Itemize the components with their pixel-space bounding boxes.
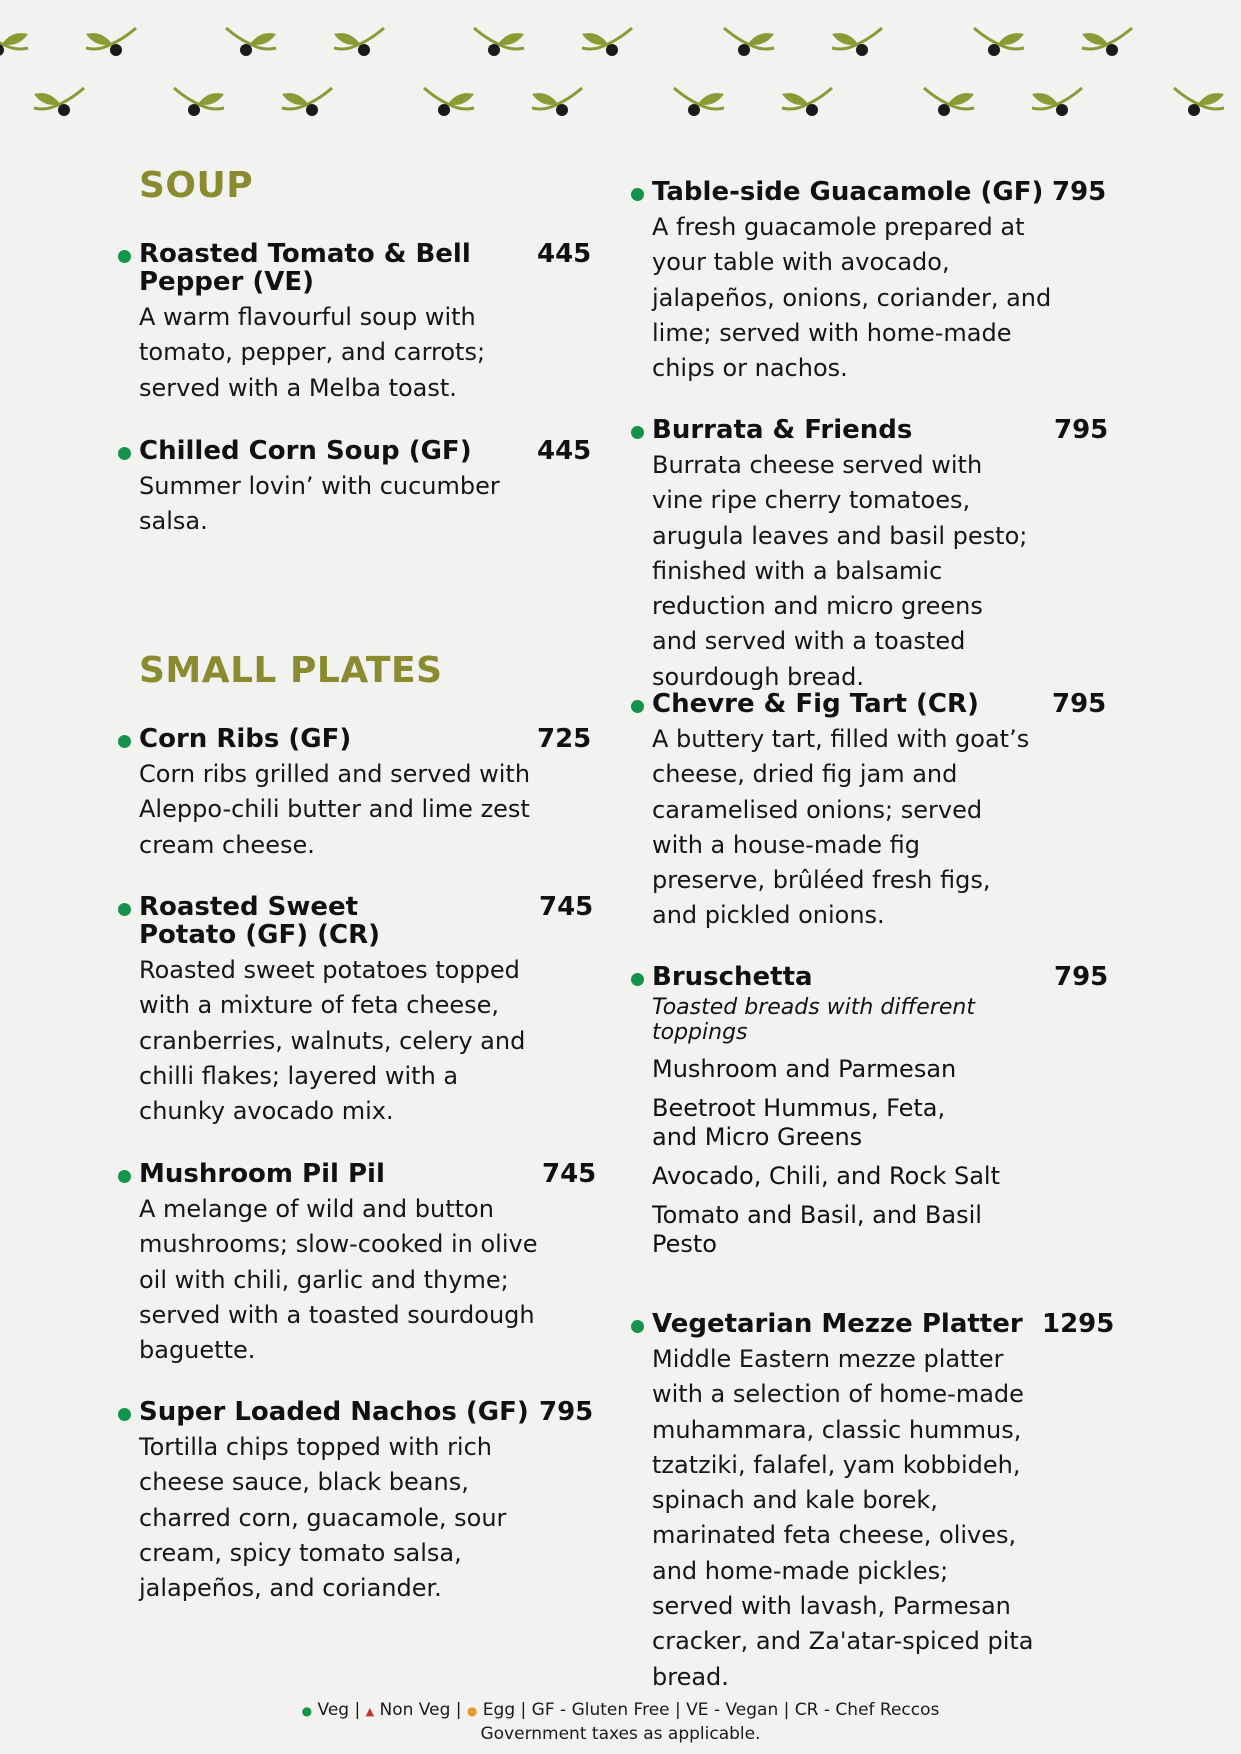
menu-item-vegetarian-mezze-platter bbox=[652, 1309, 1115, 1695]
item-description: Burrata cheese served with vine ripe cherry tomatoes, arugula leaves and basil pesto; finished with a balsamic reduction and micro greens and served with a toasted sourdough bread. bbox=[652, 451, 1028, 691]
item-price: 795 bbox=[1052, 689, 1107, 719]
olive-sprig-icon bbox=[968, 18, 1028, 62]
legend-separator: | bbox=[455, 1700, 462, 1720]
soup-section-title: SOUP bbox=[139, 165, 254, 206]
menu-item-roasted-tomato bbox=[139, 239, 592, 406]
veg-dot-icon bbox=[631, 188, 644, 201]
olive-sprig-icon bbox=[718, 18, 778, 62]
item-description: Corn ribs grilled and served with Aleppo-chili butter and lime zest cream cheese. bbox=[139, 760, 531, 859]
veg-dot-icon bbox=[118, 447, 131, 460]
item-price: 795 bbox=[1052, 177, 1107, 207]
menu-item-roasted-sweet-potato bbox=[139, 892, 594, 1129]
red-triangle-icon: ▲ bbox=[365, 1705, 375, 1718]
legend-separator: | bbox=[783, 1700, 790, 1720]
olive-sprig-icon bbox=[578, 18, 638, 62]
item-name: Corn Ribs (GF) bbox=[139, 724, 352, 754]
veg-dot-icon bbox=[118, 903, 131, 916]
legend-separator: | bbox=[354, 1700, 361, 1720]
menu-item-super-loaded-nachos bbox=[139, 1397, 594, 1606]
item-price: 1295 bbox=[1042, 1309, 1115, 1339]
menu-item-corn-ribs bbox=[139, 724, 592, 863]
small-plates-section-title: SMALL PLATES bbox=[139, 650, 443, 691]
item-name: Chevre & Fig Tart (CR) bbox=[652, 689, 979, 719]
legend-non-veg: Non Veg bbox=[379, 1700, 451, 1720]
item-price: 745 bbox=[542, 1159, 597, 1189]
orange-dot-icon: ● bbox=[466, 1704, 478, 1718]
veg-dot-icon bbox=[631, 1320, 644, 1333]
dietary-legend bbox=[0, 1700, 1241, 1720]
item-subtitle: Toasted breads with different toppings bbox=[652, 995, 975, 1045]
olive-sprig-icon bbox=[528, 78, 588, 122]
item-name: Roasted Tomato & Bell Pepper (VE) bbox=[139, 239, 471, 297]
olive-sprig-icon bbox=[168, 78, 228, 122]
item-name: Bruschetta bbox=[652, 962, 813, 992]
item-name: Roasted Sweet Potato (GF) (CR) bbox=[139, 892, 381, 950]
olive-sprig-icon bbox=[278, 78, 338, 122]
veg-dot-icon bbox=[118, 1408, 131, 1421]
olive-sprig-icon bbox=[1078, 18, 1138, 62]
item-price: 725 bbox=[537, 724, 592, 754]
item-description: A fresh guacamole prepared at your table with avocado, jalapeños, onions, coriander, and lime; served with home-made chips or nachos. bbox=[652, 213, 1052, 383]
item-price: 795 bbox=[539, 1397, 594, 1427]
olive-sprig-icon bbox=[220, 18, 280, 62]
olive-sprig-icon bbox=[668, 78, 728, 122]
item-name: Table-side Guacamole (GF) bbox=[652, 177, 1044, 207]
legend-veg: Veg bbox=[317, 1700, 350, 1720]
item-name: Vegetarian Mezze Platter bbox=[652, 1309, 1023, 1339]
item-price: 745 bbox=[539, 892, 594, 922]
veg-dot-icon bbox=[631, 426, 644, 439]
bruschetta-topping: Beetroot Hummus, Feta, and Micro Greens bbox=[652, 1094, 946, 1151]
olive-sprig-icon bbox=[1168, 78, 1228, 122]
olive-sprig-icon bbox=[82, 18, 142, 62]
green-dot-icon: ● bbox=[301, 1704, 313, 1718]
legend-separator: | bbox=[520, 1700, 527, 1720]
legend-chef-reccos: CR - Chef Reccos bbox=[794, 1700, 940, 1720]
olive-border-bottom-row bbox=[0, 78, 1241, 138]
veg-dot-icon bbox=[118, 250, 131, 263]
item-description: A buttery tart, filled with goat’s cheese, dried fig jam and caramelised onions; served with a house-made fig preserve, brûléed fresh figs, and pickled onions. bbox=[652, 725, 1030, 930]
bruschetta-topping: Mushroom and Parmesan bbox=[652, 1055, 957, 1083]
olive-border-top-row bbox=[0, 18, 1241, 78]
olive-sprig-icon bbox=[30, 78, 90, 122]
legend-vegan: VE - Vegan bbox=[686, 1700, 779, 1720]
menu-item-table-side-guacamole bbox=[652, 177, 1107, 386]
olive-sprig-icon bbox=[0, 18, 32, 62]
item-name: Mushroom Pil Pil bbox=[139, 1159, 385, 1189]
item-price: 445 bbox=[537, 436, 592, 466]
veg-dot-icon bbox=[118, 1170, 131, 1183]
item-name: Super Loaded Nachos (GF) bbox=[139, 1397, 529, 1427]
item-price: 445 bbox=[537, 239, 592, 269]
veg-dot-icon bbox=[631, 973, 644, 986]
item-name: Burrata & Friends bbox=[652, 415, 913, 445]
item-description: A melange of wild and button mushrooms; slow-cooked in olive oil with chili, garlic and thyme; served with a toasted sourdough baguette. bbox=[139, 1195, 538, 1365]
menu-item-mushroom-pil-pil bbox=[139, 1159, 597, 1368]
item-description: Tortilla chips topped with rich cheese sauce, black beans, charred corn, guacamole, sour cream, spicy tomato salsa, jalapeños, and coriander. bbox=[139, 1433, 507, 1603]
legend-egg: Egg bbox=[482, 1700, 516, 1720]
menu-item-chevre-and-fig-tart bbox=[652, 689, 1107, 934]
veg-dot-icon bbox=[631, 700, 644, 713]
item-description: A warm flavourful soup with tomato, pepper, and carrots; served with a Melba toast. bbox=[139, 303, 486, 402]
menu-item-chilled-corn-soup bbox=[139, 436, 592, 540]
item-description: Summer lovin’ with cucumber salsa. bbox=[139, 472, 500, 536]
item-name: Chilled Corn Soup (GF) bbox=[139, 436, 472, 466]
bruschetta-topping: Tomato and Basil, and Basil Pesto bbox=[652, 1201, 982, 1258]
taxes-note: Government taxes as applicable. bbox=[480, 1724, 761, 1744]
legend-gluten-free: GF - Gluten Free bbox=[531, 1700, 670, 1720]
olive-sprig-icon bbox=[778, 78, 838, 122]
olive-sprig-icon bbox=[330, 18, 390, 62]
olive-sprig-icon bbox=[828, 18, 888, 62]
olive-sprig-icon bbox=[918, 78, 978, 122]
menu-item-burrata-and-friends bbox=[652, 415, 1109, 695]
item-description: Roasted sweet potatoes topped with a mixture of feta cheese, cranberries, walnuts, celery and chilli flakes; layered with a chunky avocado mix. bbox=[139, 956, 526, 1126]
veg-dot-icon bbox=[118, 735, 131, 748]
item-price: 795 bbox=[1054, 415, 1109, 445]
item-price: 795 bbox=[1054, 962, 1109, 992]
item-description: Middle Eastern mezze platter with a selection of home-made muhammara, classic hummus, tzatziki, falafel, yam kobbideh, spinach and kale borek, marinated feta cheese, olives, and home-made pickles; served with lavash, Parmesan cracker, and Za'atar-spiced pita bread. bbox=[652, 1345, 1034, 1691]
olive-sprig-icon bbox=[418, 78, 478, 122]
legend-separator: | bbox=[675, 1700, 681, 1720]
olive-sprig-icon bbox=[1028, 78, 1088, 122]
menu-item-bruschetta bbox=[652, 962, 1109, 1259]
olive-sprig-icon bbox=[468, 18, 528, 62]
bruschetta-topping: Avocado, Chili, and Rock Salt bbox=[652, 1162, 1001, 1190]
